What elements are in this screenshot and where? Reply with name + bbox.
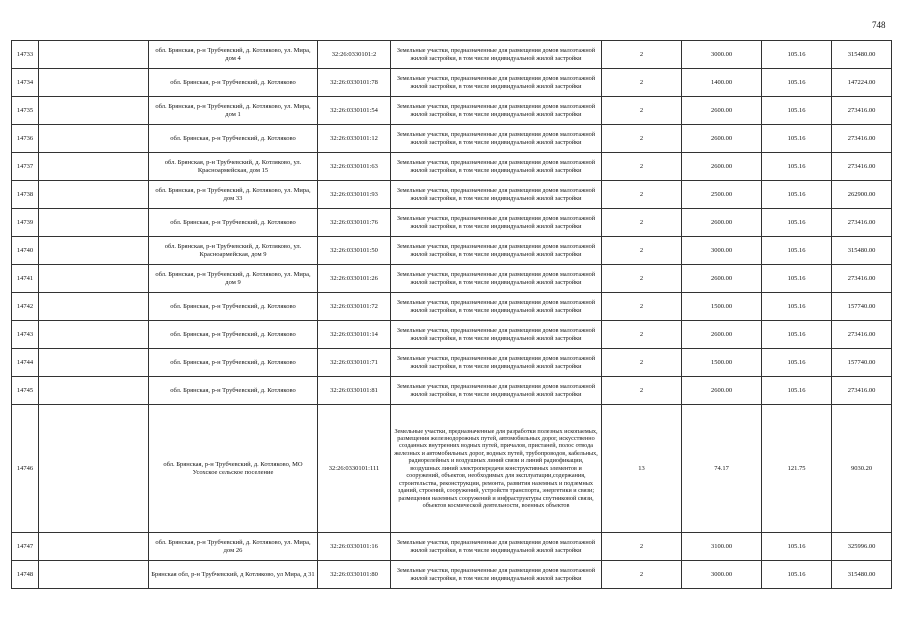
row-number-cell: 14748	[12, 561, 39, 589]
spacer-cell	[39, 349, 149, 377]
spacer-cell	[39, 153, 149, 181]
cadastral-value-cell: 157740.00	[832, 293, 892, 321]
land-use-description-cell: Земельные участки, предназначенные для размещения домов малоэтажной жилой застройки, в том числе индивидуальной жилой застройки	[391, 293, 602, 321]
address-cell: обл. Брянская, р-н Трубчевский, д. Котляково, ул. Мира, дом 4	[149, 41, 318, 69]
spacer-cell	[39, 69, 149, 97]
category-code-cell: 2	[602, 265, 682, 293]
land-use-description-cell: Земельные участки, предназначенные для разработки полезных ископаемых, размещения железнодорожных путей, автомобильных дорог, искусственно созданных внутренних водных путей, причалов, пристаней, полос отвода железных и автомобильных дорог, водных путей, трубопроводов, кабельных, радиорелейных и воздушных линий связи и линий радиофикации, воздушных линий электропередачи конструктивных элементов и сооружений, объектов, необходимых для эксплуатации,содержания, строительства, реконструкции, ремонта, развития наземных и подземных зданий, строений, сооружений, устройств транспорта, энергетики и связи; размещения наземных сооружений и инфраструктуры спутниковой связи, объектов космической деятельности, военных объектов	[391, 405, 602, 533]
category-code-cell: 2	[602, 321, 682, 349]
cadastre-table	[11, 40, 892, 589]
table-row	[12, 533, 892, 561]
spacer-cell	[39, 265, 149, 293]
table-row	[12, 293, 892, 321]
address-cell: обл. Брянская, р-н Трубчевский, д. Котляково, ул. Красноармейская, дом 9	[149, 237, 318, 265]
spacer-cell	[39, 533, 149, 561]
cadastral-number-cell: 32:26:0330101:54	[318, 97, 391, 125]
table-row	[12, 377, 892, 405]
cadastral-value-cell: 157740.00	[832, 349, 892, 377]
specific-value-cell: 105.16	[762, 153, 832, 181]
specific-value-cell: 105.16	[762, 561, 832, 589]
area-cell: 2600.00	[682, 125, 762, 153]
area-cell: 2600.00	[682, 153, 762, 181]
cadastral-value-cell: 273416.00	[832, 97, 892, 125]
cadastral-number-cell: 32:26:0330101:12	[318, 125, 391, 153]
category-code-cell: 2	[602, 209, 682, 237]
cadastral-value-cell: 147224.00	[832, 69, 892, 97]
area-cell: 3000.00	[682, 41, 762, 69]
cadastral-value-cell: 273416.00	[832, 125, 892, 153]
specific-value-cell: 105.16	[762, 125, 832, 153]
area-cell: 3000.00	[682, 237, 762, 265]
spacer-cell	[39, 125, 149, 153]
cadastral-number-cell: 32:26:0330101:71	[318, 349, 391, 377]
area-cell: 2600.00	[682, 97, 762, 125]
row-number-cell: 14733	[12, 41, 39, 69]
cadastral-number-cell: 32:26:0330101:26	[318, 265, 391, 293]
specific-value-cell: 105.16	[762, 41, 832, 69]
cadastral-value-cell: 9030.20	[832, 405, 892, 533]
land-use-description-cell: Земельные участки, предназначенные для размещения домов малоэтажной жилой застройки, в том числе индивидуальной жилой застройки	[391, 265, 602, 293]
row-number-cell: 14740	[12, 237, 39, 265]
cadastral-number-cell: 32:26:0330101:14	[318, 321, 391, 349]
row-number-cell: 14743	[12, 321, 39, 349]
address-cell: обл. Брянская, р-н Трубчевский, д. Котляково, МО Усохское сельское поселение	[149, 405, 318, 533]
table-body	[12, 41, 892, 589]
row-number-cell: 14744	[12, 349, 39, 377]
land-use-description-cell: Земельные участки, предназначенные для размещения домов малоэтажной жилой застройки, в том числе индивидуальной жилой застройки	[391, 321, 602, 349]
cadastral-value-cell: 315480.00	[832, 237, 892, 265]
table-row	[12, 561, 892, 589]
cadastral-value-cell: 273416.00	[832, 265, 892, 293]
land-use-description-cell: Земельные участки, предназначенные для размещения домов малоэтажной жилой застройки, в том числе индивидуальной жилой застройки	[391, 41, 602, 69]
cadastral-number-cell: 32:26:0330101:72	[318, 293, 391, 321]
category-code-cell: 2	[602, 69, 682, 97]
category-code-cell: 2	[602, 533, 682, 561]
address-cell: обл. Брянская, р-н Трубчевский, д. Котляково	[149, 125, 318, 153]
cadastral-number-cell: 32:26:0330101:80	[318, 561, 391, 589]
address-cell: обл. Брянская, р-н Трубчевский, д. Котляково, ул. Красноармейская, дом 15	[149, 153, 318, 181]
table-row	[12, 125, 892, 153]
area-cell: 3000.00	[682, 561, 762, 589]
land-use-description-cell: Земельные участки, предназначенные для размещения домов малоэтажной жилой застройки, в том числе индивидуальной жилой застройки	[391, 153, 602, 181]
area-cell: 1500.00	[682, 293, 762, 321]
row-number-cell: 14734	[12, 69, 39, 97]
category-code-cell: 2	[602, 293, 682, 321]
cadastral-number-cell: 32:26:0330101:81	[318, 377, 391, 405]
row-number-cell: 14739	[12, 209, 39, 237]
cadastral-value-cell: 262900.00	[832, 181, 892, 209]
area-cell: 2600.00	[682, 209, 762, 237]
category-code-cell: 2	[602, 153, 682, 181]
spacer-cell	[39, 405, 149, 533]
cadastral-value-cell: 325996.00	[832, 533, 892, 561]
category-code-cell: 2	[602, 125, 682, 153]
table-row	[12, 181, 892, 209]
land-use-description-cell: Земельные участки, предназначенные для размещения домов малоэтажной жилой застройки, в том числе индивидуальной жилой застройки	[391, 237, 602, 265]
land-use-description-cell: Земельные участки, предназначенные для размещения домов малоэтажной жилой застройки, в том числе индивидуальной жилой застройки	[391, 125, 602, 153]
spacer-cell	[39, 97, 149, 125]
row-number-cell: 14735	[12, 97, 39, 125]
category-code-cell: 2	[602, 349, 682, 377]
category-code-cell: 2	[602, 97, 682, 125]
land-use-description-cell: Земельные участки, предназначенные для размещения домов малоэтажной жилой застройки, в том числе индивидуальной жилой застройки	[391, 209, 602, 237]
area-cell: 74.17	[682, 405, 762, 533]
table-row	[12, 265, 892, 293]
row-number-cell: 14745	[12, 377, 39, 405]
cadastral-value-cell: 273416.00	[832, 377, 892, 405]
category-code-cell: 2	[602, 377, 682, 405]
table-row	[12, 69, 892, 97]
address-cell: обл. Брянская, р-н Трубчевский, д. Котляково, ул. Мира, дом 1	[149, 97, 318, 125]
address-cell: обл. Брянская, р-н Трубчевский, д. Котляково	[149, 377, 318, 405]
specific-value-cell: 121.75	[762, 405, 832, 533]
cadastral-number-cell: 32:26:0330101:2	[318, 41, 391, 69]
table-row	[12, 41, 892, 69]
cadastral-number-cell: 32:26:0330101:50	[318, 237, 391, 265]
address-cell: обл. Брянская, р-н Трубчевский, д. Котляково	[149, 293, 318, 321]
area-cell: 2600.00	[682, 377, 762, 405]
land-use-description-cell: Земельные участки, предназначенные для размещения домов малоэтажной жилой застройки, в том числе индивидуальной жилой застройки	[391, 181, 602, 209]
specific-value-cell: 105.16	[762, 533, 832, 561]
spacer-cell	[39, 561, 149, 589]
cadastral-value-cell: 315480.00	[832, 561, 892, 589]
table-row	[12, 153, 892, 181]
address-cell: обл. Брянская, р-н Трубчевский, д. Котляково, ул. Мира, дом 9	[149, 265, 318, 293]
land-use-description-cell: Земельные участки, предназначенные для размещения домов малоэтажной жилой застройки, в том числе индивидуальной жилой застройки	[391, 349, 602, 377]
spacer-cell	[39, 41, 149, 69]
table-row	[12, 97, 892, 125]
spacer-cell	[39, 321, 149, 349]
category-code-cell: 2	[602, 181, 682, 209]
cadastral-number-cell: 32:26:0330101:76	[318, 209, 391, 237]
land-use-description-cell: Земельные участки, предназначенные для размещения домов малоэтажной жилой застройки, в том числе индивидуальной жилой застройки	[391, 533, 602, 561]
area-cell: 2500.00	[682, 181, 762, 209]
category-code-cell: 13	[602, 405, 682, 533]
land-use-description-cell: Земельные участки, предназначенные для размещения домов малоэтажной жилой застройки, в том числе индивидуальной жилой застройки	[391, 377, 602, 405]
specific-value-cell: 105.16	[762, 97, 832, 125]
spacer-cell	[39, 181, 149, 209]
cadastral-value-cell: 273416.00	[832, 321, 892, 349]
spacer-cell	[39, 377, 149, 405]
cadastral-number-cell: 32:26:0330101:63	[318, 153, 391, 181]
area-cell: 1500.00	[682, 349, 762, 377]
address-cell: обл. Брянская, р-н Трубчевский, д. Котляково	[149, 209, 318, 237]
address-cell: обл. Брянская, р-н Трубчевский, д. Котляково	[149, 69, 318, 97]
spacer-cell	[39, 209, 149, 237]
table-row	[12, 349, 892, 377]
specific-value-cell: 105.16	[762, 209, 832, 237]
row-number-cell: 14736	[12, 125, 39, 153]
row-number-cell: 14742	[12, 293, 39, 321]
area-cell: 1400.00	[682, 69, 762, 97]
address-cell: обл. Брянская, р-н Трубчевский, д. Котляково, ул. Мира, дом 33	[149, 181, 318, 209]
land-use-description-cell: Земельные участки, предназначенные для размещения домов малоэтажной жилой застройки, в том числе индивидуальной жилой застройки	[391, 97, 602, 125]
land-use-description-cell: Земельные участки, предназначенные для размещения домов малоэтажной жилой застройки, в том числе индивидуальной жилой застройки	[391, 69, 602, 97]
address-cell: Брянская обл, р-н Трубчевский, д Котляково, ул Мира, д 31	[149, 561, 318, 589]
specific-value-cell: 105.16	[762, 265, 832, 293]
table-row	[12, 209, 892, 237]
specific-value-cell: 105.16	[762, 293, 832, 321]
row-number-cell: 14737	[12, 153, 39, 181]
specific-value-cell: 105.16	[762, 181, 832, 209]
specific-value-cell: 105.16	[762, 69, 832, 97]
row-number-cell: 14747	[12, 533, 39, 561]
specific-value-cell: 105.16	[762, 377, 832, 405]
address-cell: обл. Брянская, р-н Трубчевский, д. Котляково	[149, 321, 318, 349]
cadastral-value-cell: 315480.00	[832, 41, 892, 69]
specific-value-cell: 105.16	[762, 237, 832, 265]
cadastral-number-cell: 32:26:0330101:111	[318, 405, 391, 533]
address-cell: обл. Брянская, р-н Трубчевский, д. Котляково	[149, 349, 318, 377]
cadastral-number-cell: 32:26:0330101:16	[318, 533, 391, 561]
land-use-description-cell: Земельные участки, предназначенные для размещения домов малоэтажной жилой застройки, в том числе индивидуальной жилой застройки	[391, 561, 602, 589]
area-cell: 3100.00	[682, 533, 762, 561]
category-code-cell: 2	[602, 561, 682, 589]
area-cell: 2600.00	[682, 321, 762, 349]
specific-value-cell: 105.16	[762, 349, 832, 377]
category-code-cell: 2	[602, 41, 682, 69]
table-row	[12, 237, 892, 265]
area-cell: 2600.00	[682, 265, 762, 293]
table-row	[12, 321, 892, 349]
row-number-cell: 14738	[12, 181, 39, 209]
spacer-cell	[39, 237, 149, 265]
table-row	[12, 405, 892, 533]
cadastral-value-cell: 273416.00	[832, 153, 892, 181]
category-code-cell: 2	[602, 237, 682, 265]
cadastral-number-cell: 32:26:0330101:93	[318, 181, 391, 209]
page-number: 748	[872, 20, 886, 30]
row-number-cell: 14746	[12, 405, 39, 533]
specific-value-cell: 105.16	[762, 321, 832, 349]
address-cell: обл. Брянская, р-н Трубчевский, д. Котляково, ул. Мира, дом 26	[149, 533, 318, 561]
cadastral-value-cell: 273416.00	[832, 209, 892, 237]
cadastral-number-cell: 32:26:0330101:78	[318, 69, 391, 97]
spacer-cell	[39, 293, 149, 321]
row-number-cell: 14741	[12, 265, 39, 293]
